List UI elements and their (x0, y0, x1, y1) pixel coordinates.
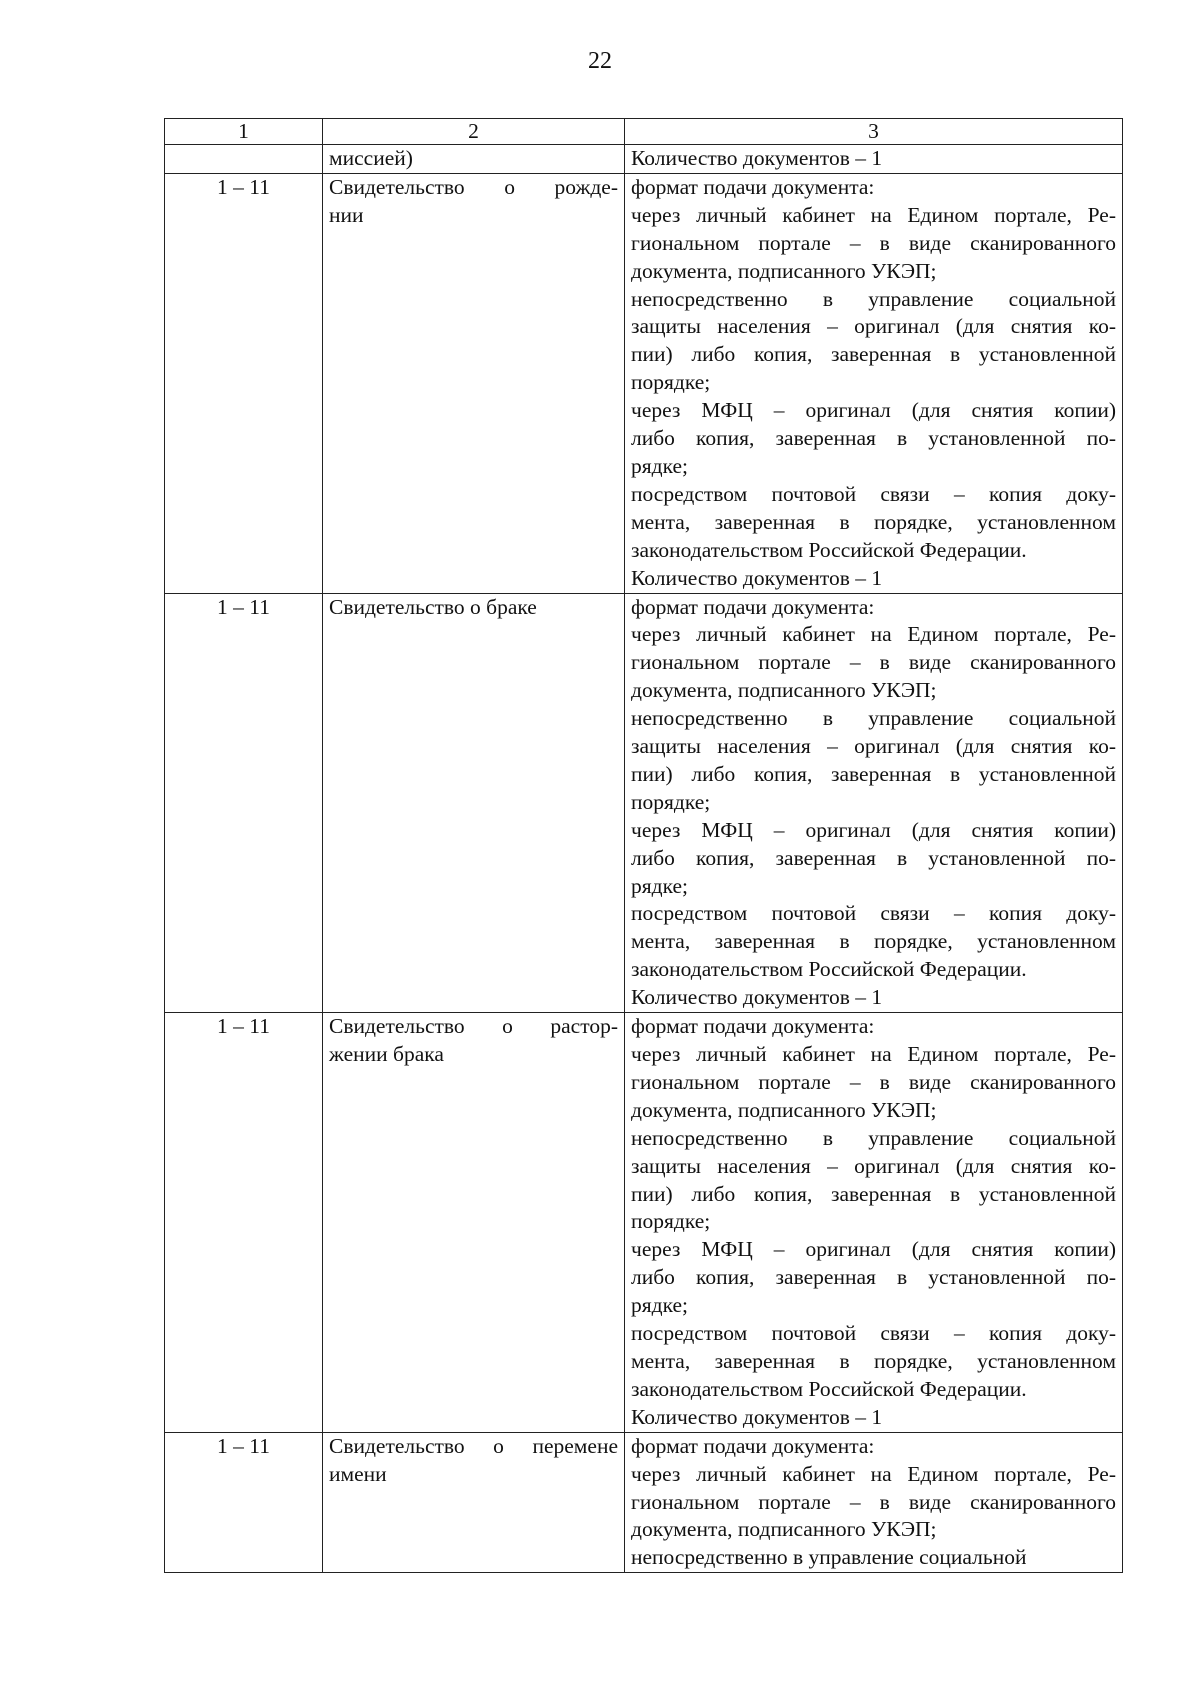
format-line: рядке; (631, 1293, 689, 1318)
format-line: Количество документов – 1 (631, 1404, 883, 1429)
format-line: порядке; (631, 1209, 711, 1234)
format-line: либо копия, заверенная в установленной по- (631, 1265, 1116, 1290)
row-number: 1 – 11 (165, 593, 323, 1013)
format-line: порядке; (631, 370, 711, 395)
format-line: гиональном портале – в виде сканированного (631, 650, 1116, 675)
continuation-col3: Количество документов – 1 (625, 145, 1123, 174)
format-line: либо копия, заверенная в установленной по- (631, 426, 1116, 451)
format-line: непосредственно в управление социальной (631, 286, 1116, 311)
format-line: рядке; (631, 453, 689, 478)
submission-format (625, 1013, 1123, 1433)
header-cell-2: 2 (323, 119, 625, 145)
format-line: посредством почтовой связи – копия доку- (631, 481, 1116, 506)
format-line: формат подачи документа: (631, 1014, 875, 1039)
document-name-line: жении брака (329, 1042, 444, 1066)
header-cell-3: 3 (625, 119, 1123, 145)
format-line: через личный кабинет на Едином портале, Ре- (631, 622, 1116, 647)
document-name (323, 593, 625, 1013)
format-line: документа, подписанного УКЭП; (631, 258, 937, 283)
document-name-line: Свидетельство о перемене (329, 1433, 618, 1458)
format-line: законодательством Российской Федерации. (631, 1376, 1027, 1401)
format-line: защиты населения – оригинал (для снятия ко- (631, 734, 1116, 759)
format-line: мента, заверенная в порядке, установленном (631, 509, 1116, 534)
format-line: Количество документов – 1 (631, 565, 883, 590)
format-line: рядке; (631, 873, 689, 898)
format-line: непосредственно в управление социальной (631, 706, 1116, 731)
format-line: порядке; (631, 789, 711, 814)
document-name (323, 1013, 625, 1433)
document-name-line: нии (329, 202, 364, 227)
document-name-line: Свидетельство о рожде- (329, 174, 618, 199)
format-line: мента, заверенная в порядке, установленном (631, 929, 1116, 954)
format-line: документа, подписанного УКЭП; (631, 1097, 937, 1122)
format-line: через личный кабинет на Едином портале, Ре- (631, 1461, 1116, 1486)
row-number: 1 – 11 (165, 173, 323, 593)
format-line: пии) либо копия, заверенная в установленной (631, 342, 1116, 367)
continuation-row (165, 145, 1123, 174)
document-name (323, 173, 625, 593)
submission-format (625, 593, 1123, 1013)
submission-format (625, 1432, 1123, 1573)
page-number: 22 (588, 48, 612, 74)
format-line: документа, подписанного УКЭП; (631, 1517, 937, 1542)
format-line: формат подачи документа: (631, 174, 875, 199)
document-name-line: Свидетельство о браке (329, 594, 537, 619)
format-line: посредством почтовой связи – копия доку- (631, 901, 1116, 926)
format-line: посредством почтовой связи – копия доку- (631, 1321, 1116, 1346)
format-line: через личный кабинет на Едином портале, Ре- (631, 202, 1116, 227)
continuation-col1 (165, 145, 323, 174)
table-row (165, 593, 1123, 1013)
submission-format (625, 173, 1123, 593)
format-line: либо копия, заверенная в установленной по- (631, 845, 1116, 870)
table-row (165, 173, 1123, 593)
format-line: формат подачи документа: (631, 1433, 875, 1458)
format-line: гиональном портале – в виде сканированного (631, 1069, 1116, 1094)
document-name (323, 1432, 625, 1573)
table-row (165, 1432, 1123, 1573)
format-line: Количество документов – 1 (631, 985, 883, 1010)
document-name-line: Свидетельство о растор- (329, 1014, 618, 1039)
format-line: пии) либо копия, заверенная в установленной (631, 1181, 1116, 1206)
table-row (165, 1013, 1123, 1433)
format-line: законодательством Российской Федерации. (631, 957, 1027, 982)
format-line: через МФЦ – оригинал (для снятия копии) (631, 817, 1116, 842)
row-number: 1 – 11 (165, 1013, 323, 1433)
format-line: мента, заверенная в порядке, установленном (631, 1348, 1116, 1373)
format-line: защиты населения – оригинал (для снятия ко- (631, 1153, 1116, 1178)
row-number: 1 – 11 (165, 1432, 323, 1573)
format-line: через МФЦ – оригинал (для снятия копии) (631, 1237, 1116, 1262)
format-line: гиональном портале – в виде сканированного (631, 1489, 1116, 1514)
table-header-row (165, 119, 1123, 145)
format-line: документа, подписанного УКЭП; (631, 678, 937, 703)
format-line: пии) либо копия, заверенная в установленной (631, 761, 1116, 786)
format-line: через МФЦ – оригинал (для снятия копии) (631, 398, 1116, 423)
format-line: через личный кабинет на Едином портале, Ре- (631, 1042, 1116, 1066)
format-line: непосредственно в управление социальной (631, 1545, 1027, 1570)
format-line: законодательством Российской Федерации. (631, 537, 1027, 562)
format-line: гиональном портале – в виде сканированного (631, 230, 1116, 255)
continuation-col2: миссией) (323, 145, 625, 174)
document-name-line: имени (329, 1461, 387, 1486)
format-line: формат подачи документа: (631, 594, 875, 619)
format-line: защиты населения – оригинал (для снятия ко- (631, 314, 1116, 339)
documents-table (164, 118, 1123, 1573)
header-cell-1: 1 (165, 119, 323, 145)
format-line: непосредственно в управление социальной (631, 1125, 1116, 1150)
